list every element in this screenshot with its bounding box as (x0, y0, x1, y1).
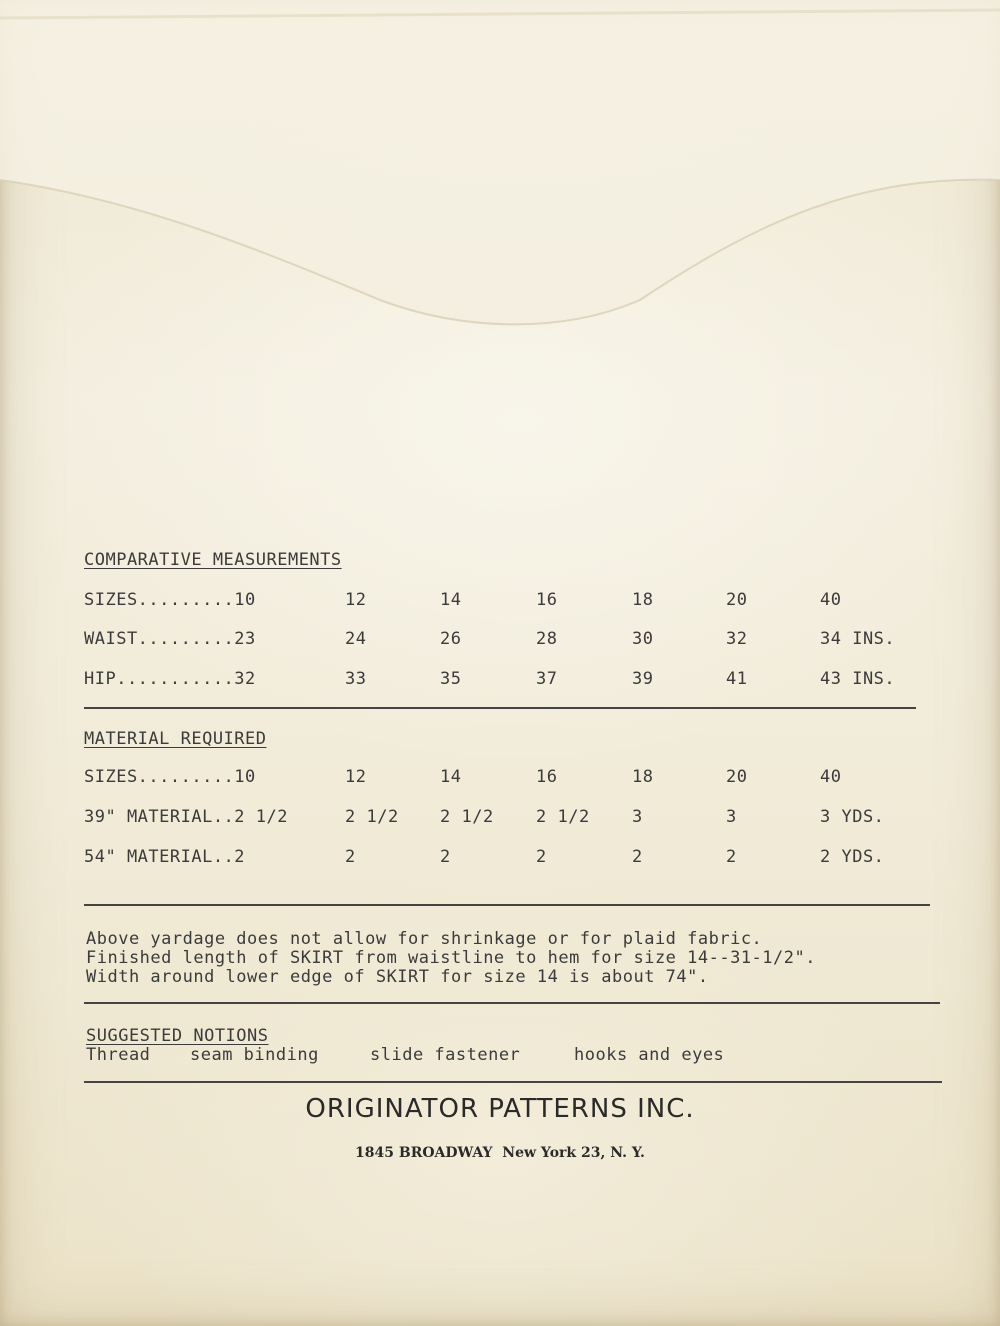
material-cell: 2 1/2 (536, 807, 590, 827)
measurements-cell: 35 (440, 669, 462, 689)
measurements-cell: 28 (536, 629, 558, 649)
divider (84, 707, 916, 709)
measurements-cell: 16 (536, 590, 558, 610)
note-line: Above yardage does not allow for shrinkage or for plaid fabric. (86, 929, 763, 949)
notion-item: hooks and eyes (574, 1045, 725, 1065)
material-cell: 3 YDS. (820, 807, 885, 827)
material-cell: 2 1/2 (345, 807, 399, 827)
material-cell: 16 (536, 767, 558, 787)
address-street: 1845 BROADWAY (355, 1145, 493, 1161)
measurements-cell: 37 (536, 669, 558, 689)
notion-item: Thread (86, 1045, 151, 1065)
measurements-cell: 26 (440, 629, 462, 649)
divider (84, 1081, 942, 1083)
material-cell: 2 (726, 847, 737, 867)
envelope-flap (0, 0, 1000, 340)
material-cell: 2 (440, 847, 451, 867)
measurements-label: HIP...........32 (84, 669, 256, 689)
material-cell: 3 (632, 807, 643, 827)
material-cell: 40 (820, 767, 842, 787)
measurements-cell: 34 INS. (820, 629, 896, 649)
measurements-cell: 33 (345, 669, 367, 689)
material-cell: 14 (440, 767, 462, 787)
measurements-cell: 43 INS. (820, 669, 896, 689)
measurements-label: SIZES.........10 (84, 590, 256, 610)
company-name: ORIGINATOR PATTERNS INC. (305, 1094, 695, 1124)
note-line: Finished length of SKIRT from waistline to hem for size 14--31-1/2". (86, 948, 816, 968)
material-label: 54" MATERIAL..2 (84, 847, 246, 867)
measurements-cell: 18 (632, 590, 654, 610)
material-cell: 20 (726, 767, 748, 787)
material-cell: 2 YDS. (820, 847, 885, 867)
measurements-label: WAIST.........23 (84, 629, 256, 649)
notion-item: slide fastener (370, 1045, 521, 1065)
material-cell: 2 (536, 847, 547, 867)
address-city: New York 23, N. Y. (502, 1145, 645, 1161)
measurements-cell: 40 (820, 590, 842, 610)
measurements-cell: 12 (345, 590, 367, 610)
measurements-cell: 14 (440, 590, 462, 610)
measurements-heading: COMPARATIVE MEASUREMENTS (84, 550, 342, 570)
material-label: SIZES.........10 (84, 767, 256, 787)
measurements-cell: 20 (726, 590, 748, 610)
material-cell: 3 (726, 807, 737, 827)
material-cell: 2 1/2 (440, 807, 494, 827)
material-cell: 12 (345, 767, 367, 787)
material-label: 39" MATERIAL..2 1/2 (84, 807, 288, 827)
material-heading: MATERIAL REQUIRED (84, 729, 267, 749)
measurements-cell: 24 (345, 629, 367, 649)
notions-heading: SUGGESTED NOTIONS (86, 1026, 269, 1046)
divider (84, 904, 930, 906)
measurements-cell: 32 (726, 629, 748, 649)
measurements-cell: 41 (726, 669, 748, 689)
note-line: Width around lower edge of SKIRT for size 14 is about 74". (86, 967, 709, 987)
notion-item: seam binding (190, 1045, 319, 1065)
company-address (0, 1145, 1000, 1161)
material-cell: 18 (632, 767, 654, 787)
material-cell: 2 (632, 847, 643, 867)
measurements-cell: 30 (632, 629, 654, 649)
divider (84, 1002, 940, 1004)
measurements-cell: 39 (632, 669, 654, 689)
material-cell: 2 (345, 847, 356, 867)
